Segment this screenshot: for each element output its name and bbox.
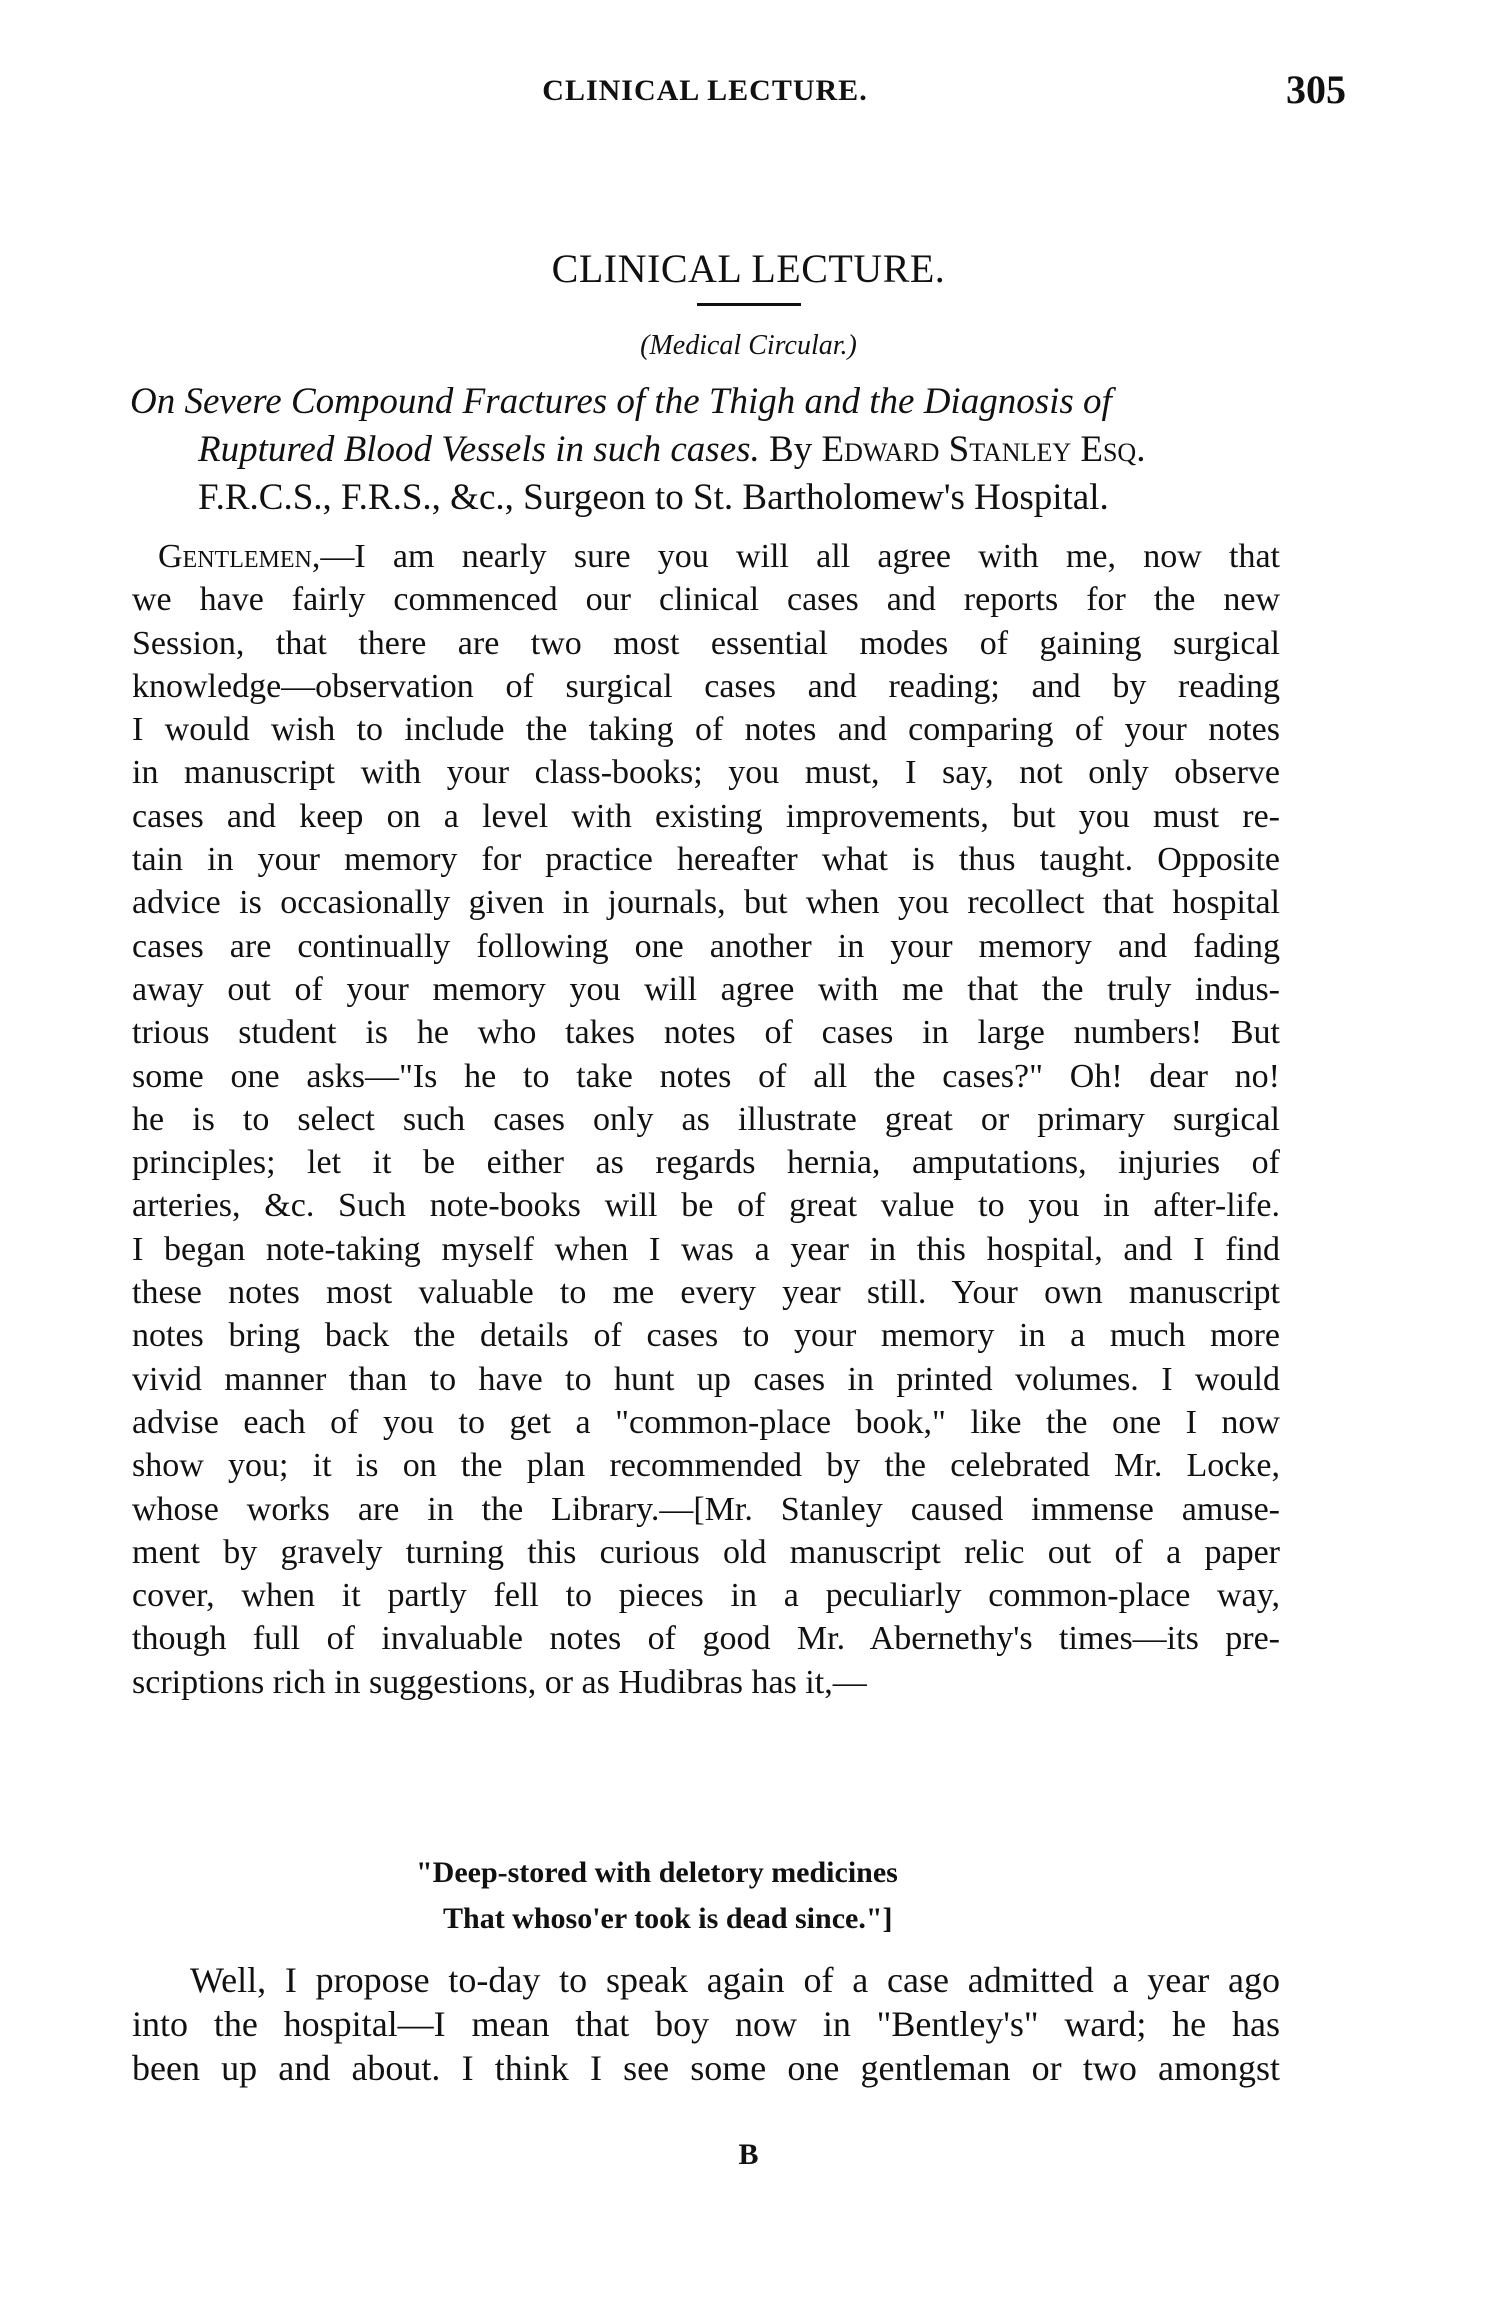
subtitle-topic-1: Severe Compound Fractures of the Thigh and the Diagnosis of [175, 381, 1112, 422]
body-line: we have fairly commenced our clinical cases and reports for the new [132, 581, 1280, 619]
body-line: I would wish to include the taking of notes and comparing of your notes [132, 711, 1280, 749]
body-line: away out of your memory you will agree with me that the truly indus- [132, 970, 1280, 1008]
body-line: knowledge—observation of surgical cases and reading; and by reading [132, 667, 1280, 705]
body-first-line [132, 535, 1280, 578]
closing-line: into the hospital—I mean that boy now in "Bentley's" ward; he has [132, 2004, 1280, 2044]
first-line-text: —I am nearly sure you will all agree with me, now that [320, 538, 1280, 575]
body-line: ment by gravely turning this curious old manuscript relic out of a paper [132, 1533, 1280, 1571]
body-line: Session, that there are two most essential modes of gaining surgical [132, 624, 1280, 662]
subtitle-credentials: F.R.C.S., F.R.S., &c., Surgeon to St. Bartholomew's Hospital. [198, 477, 1109, 518]
running-header [100, 60, 1346, 120]
closing-line: been up and about. I think I see some one gentleman or two amongst [132, 2048, 1280, 2088]
page-number: 305 [1286, 67, 1346, 112]
verse-quotation [0, 1850, 1497, 1942]
signature-mark: B [738, 2138, 759, 2171]
body-line: advice is occasionally given in journals, but when you recollect that hospital [132, 884, 1280, 922]
body-line: tain in your memory for practice hereafter what is thus taught. Opposite [132, 841, 1280, 879]
body-line: arteries, &c. Such note-books will be of great value to you in after-life. [132, 1187, 1280, 1225]
body-last-line: scriptions rich in suggestions, or as Hudibras has it,— [132, 1663, 867, 1701]
body-line: cases are continually following one another in your memory and fading [132, 927, 1280, 965]
quote-line-1: "Deep-stored with deletory medicines [416, 1856, 898, 1889]
title-divider [697, 303, 801, 306]
lecture-body [132, 535, 1280, 1704]
salutation: Gentlemen, [158, 538, 321, 575]
body-line: advise each of you to get a "common-place book," like the one I now [132, 1403, 1280, 1441]
body-line: notes bring back the details of cases to your memory in a much more [132, 1317, 1280, 1355]
body-line: though full of invaluable notes of good Mr. Abernethy's times—its pre- [132, 1620, 1280, 1658]
body-line: these notes most valuable to me every year still. Your own manuscript [132, 1274, 1280, 1312]
subtitle-by: By [759, 429, 822, 470]
body-line: principles; let it be either as regards hernia, amputations, injuries of [132, 1144, 1280, 1182]
body-line: in manuscript with your class-books; you must, I say, not only observe [132, 754, 1280, 792]
subtitle-author: Edward Stanley Esq. [821, 429, 1146, 470]
body-line: some one asks—"Is he to take notes of all the cases?" Oh! dear no! [132, 1057, 1280, 1095]
subtitle-line [130, 426, 1280, 474]
running-title: CLINICAL LECTURE. [542, 74, 868, 107]
body-line: trious student is he who takes notes of cases in large numbers! But [132, 1014, 1280, 1052]
closing-paragraph [132, 1958, 1280, 2090]
body-line: he is to select such cases only as illustrate great or primary surgical [132, 1100, 1280, 1138]
subtitle-topic-2: Ruptured Blood Vessels in such cases. [198, 429, 760, 470]
quote-line-2: That whoso'er took is dead since."] [443, 1902, 893, 1935]
lecture-title: CLINICAL LECTURE. [551, 246, 946, 291]
source-citation: (Medical Circular.) [640, 330, 857, 361]
body-line: whose works are in the Library.—[Mr. Stanley caused immense amuse- [132, 1490, 1280, 1528]
body-line: show you; it is on the plan recommended by the celebrated Mr. Locke, [132, 1447, 1280, 1485]
subtitle-line [130, 378, 1280, 426]
closing-line: Well, I propose to-day to speak again of a case admitted a year ago [190, 1960, 1280, 2000]
body-line: I began note-taking myself when I was a year in this hospital, and I find [132, 1230, 1280, 1268]
body-line: cases and keep on a level with existing improvements, but you must re- [132, 797, 1280, 835]
subtitle-on: On [130, 381, 176, 422]
body-lines [132, 578, 1280, 1660]
body-line: vivid manner than to have to hunt up cases in printed volumes. I would [132, 1360, 1280, 1398]
body-line: cover, when it partly fell to pieces in a peculiarly common-place way, [132, 1577, 1280, 1615]
lecture-subtitle [130, 378, 1280, 522]
